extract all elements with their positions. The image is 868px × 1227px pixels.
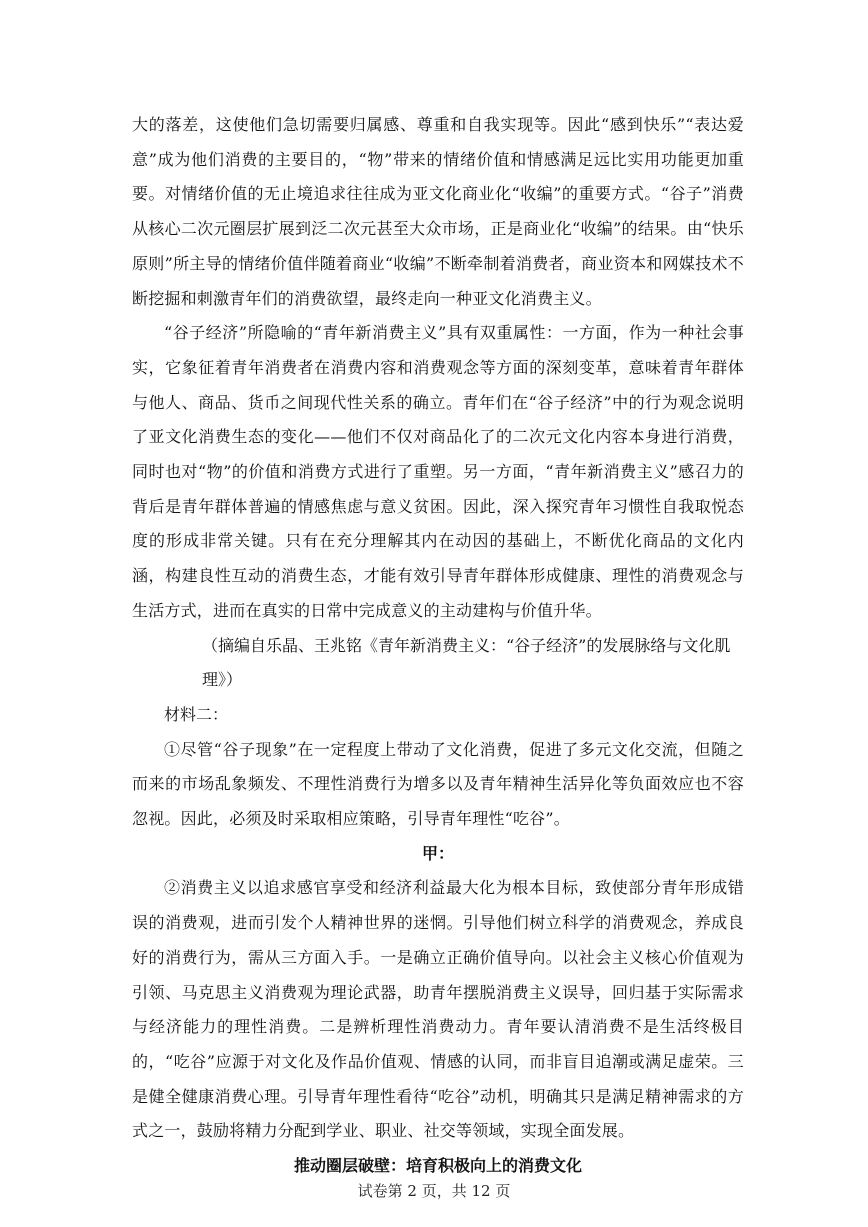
paragraph-1: 大的落差，这使他们急切需要归属感、尊重和自我实现等。因此“感到快乐”“表达爱意”成为他们消费的主要目的，“物”带来的情绪价值和情感满足远比实用功能更加重要。对情绪价值的无止境追求往往成为亚文化商业化“收编”的重要方式。“谷子”消费从核心二次元圈层扩展到泛二次元甚至大众市场，正是商业化“收编”的结果。由“快乐原则”所主导的情绪价值伴随着商业“收编”不断牵制着消费者，商业资本和网媒技术不断挖掘和刺激青年们的消费欲望，最终走向一种亚文化消费主义。 <box>132 115 744 308</box>
article-body <box>132 108 744 1184</box>
section-heading: 推动圈层破壁：培育积极向上的消费文化 <box>293 1156 582 1176</box>
paragraph-2: “谷子经济”所隐喻的“青年新消费主义”具有双重属性：一方面，作为一种社会事实，它象征着青年消费者在消费内容和消费观念等方面的深刻变革，意味着青年群体与他人、商品、货币之间现代性关系的确立。青年们在“谷子经济”中的行为观念说明了亚文化消费生态的变化——他们不仅对商品化了的二次元文化内容本身进行消费，同时也对“物”的价值和消费方式进行了重塑。另一方面，“青年新消费主义”感召力的背后是青年群体普遍的情感焦虑与意义贫困。因此，深入探究青年习惯性自我取悦态度的形成非常关键。只有在充分理解其内在动因的基础上，不断优化商品的文化内涵，构建良性互动的消费生态，才能有效引导青年群体形成健康、理性的消费观念与生活方式，进而在真实的日常中完成意义的主动建构与价值升华。 <box>132 323 744 620</box>
blank-heading-jia: 甲： <box>421 843 454 863</box>
paragraph-3: ①尽管“谷子现象”在一定程度上带动了文化消费，促进了多元文化交流，但随之而来的市场乱象频发、不理性消费行为增多以及青年精神生活异化等负面效应也不容忽视。因此，必须及时采取相应策略，引导青年理性“吃谷”。 <box>132 739 744 829</box>
page-footer: 试卷第 2 页，共 12 页 <box>357 1182 511 1200</box>
material-two-label: 材料二： <box>164 704 229 724</box>
paragraph-4: ②消费主义以追求感官享受和经济利益最大化为根本目标，致使部分青年形成错误的消费观，进而引发个人精神世界的迷惘。引导他们树立科学的消费观念，养成良好的消费行为，需从三方面入手。一是确立正确价值导向。以社会主义核心价值观为引领、马克思主义消费观为理论武器，助青年摆脱消费主义误导，回归基于实际需求与经济能力的理性消费。二是辨析理性消费动力。青年要认清消费不是生活终极目的，“吃谷”应源于对文化及作品价值观、情感的认同，而非盲目追潮或满足虚荣。三是健全健康消费心理。引导青年理性看待“吃谷”动机，明确其只是满足精神需求的方式之一，鼓励将精力分配到学业、职业、社交等领域，实现全面发展。 <box>132 878 744 1141</box>
source-citation: （摘编自乐晶、王兆铭《青年新消费主义：“谷子经济”的发展脉络与文化肌理》） <box>202 635 731 690</box>
